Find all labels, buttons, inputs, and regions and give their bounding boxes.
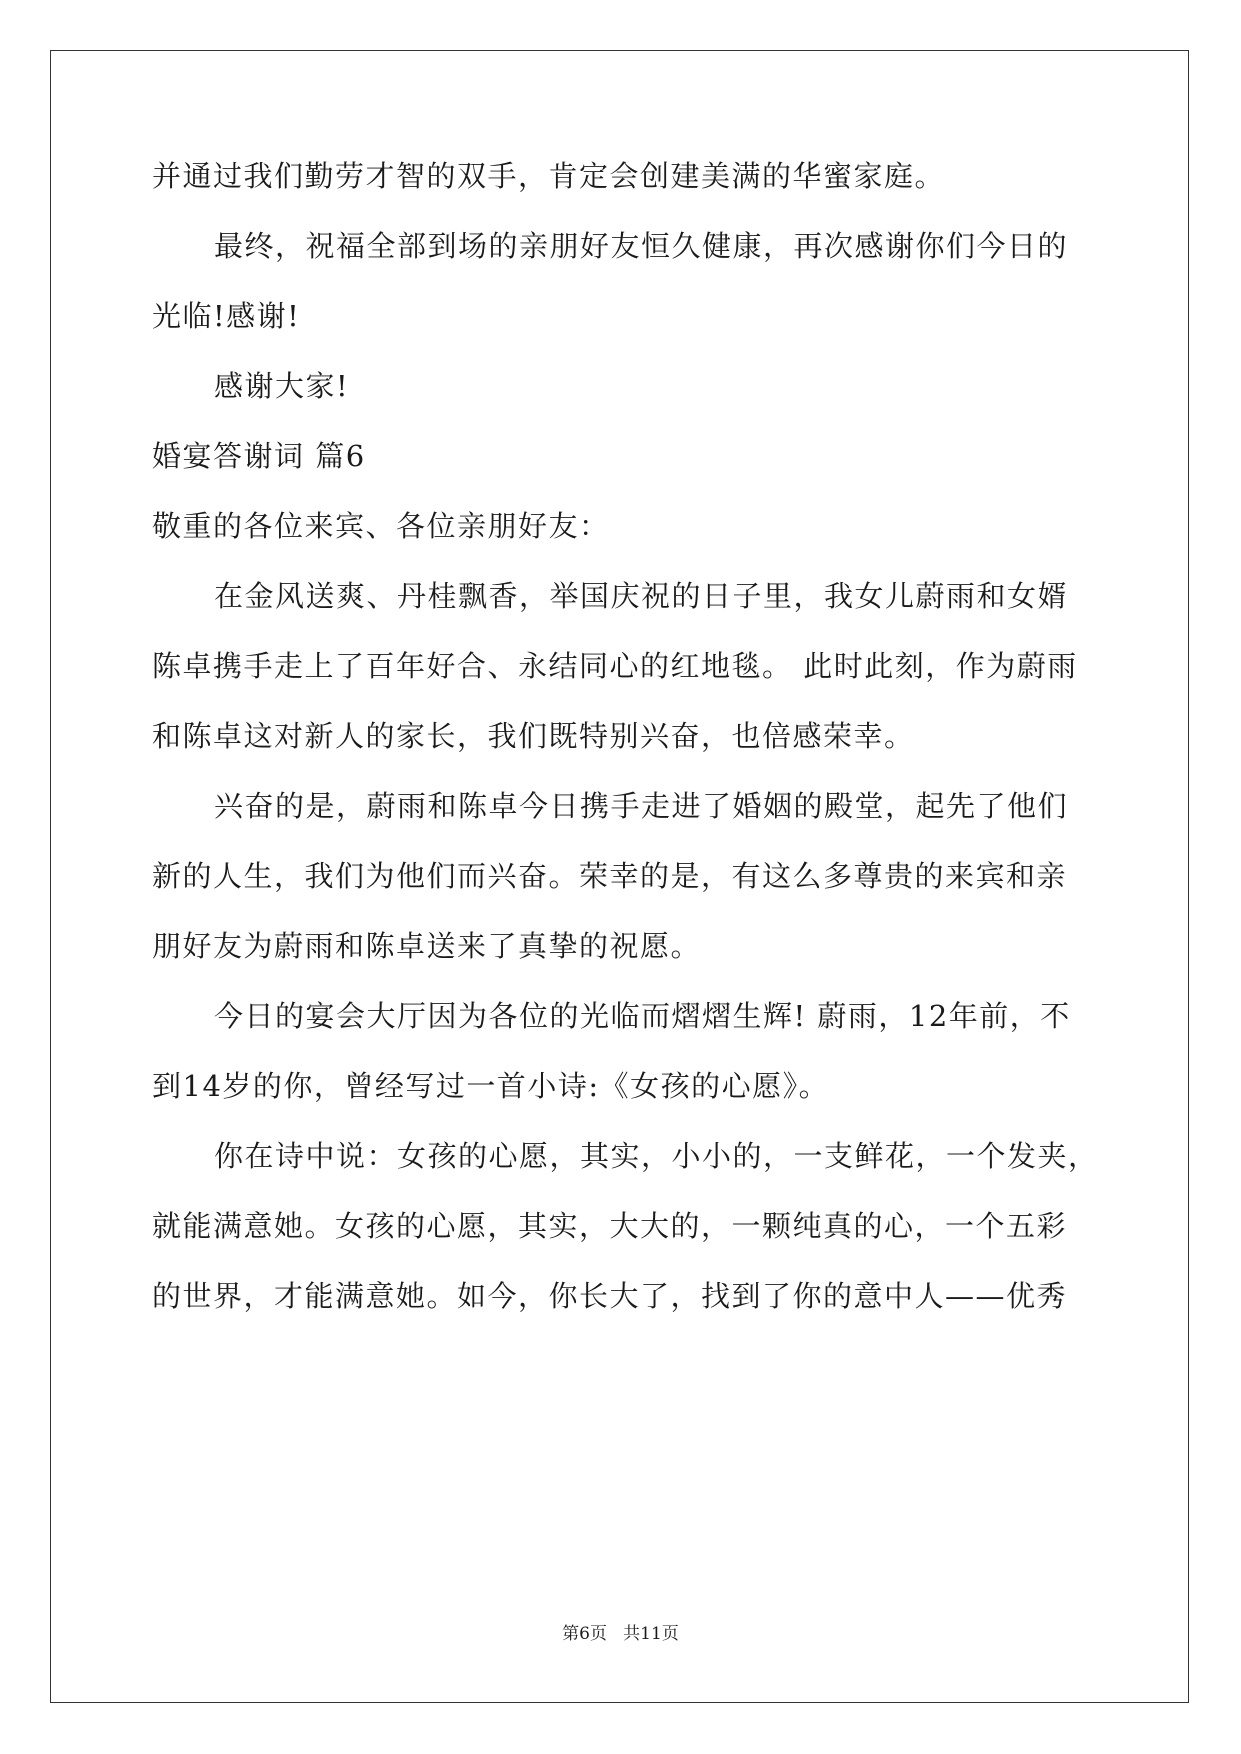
text-line: 和陈卓这对新人的家长，我们既特别兴奋，也倍感荣幸。 — [152, 719, 915, 753]
text-line: 陈卓携手走上了百年好合、永结同心的红地毯。 此时此刻，作为蔚雨 — [152, 649, 1078, 683]
text-line: 朋好友为蔚雨和陈卓送来了真挚的祝愿。 — [152, 929, 702, 963]
text-line: 光临!感谢! — [152, 299, 301, 333]
salutation: 敬重的各位来宾、各位亲朋好友： — [152, 509, 610, 543]
text-line: 你在诗中说：女孩的心愿，其实，小小的，一支鲜花，一个发夹， — [214, 1139, 1099, 1173]
section-heading: 婚宴答谢词 篇6 — [152, 439, 366, 473]
page-number-footer: 第6页 共11页 — [562, 1624, 679, 1644]
text-line: 感谢大家! — [214, 369, 350, 403]
text-line: 今日的宴会大厅因为各位的光临而熠熠生辉! 蔚雨，12年前，不 — [214, 999, 1071, 1033]
text-line: 新的人生，我们为他们而兴奋。荣幸的是，有这么多尊贵的来宾和亲 — [152, 859, 1068, 893]
text-line: 在金风送爽、丹桂飘香，举国庆祝的日子里，我女儿蔚雨和女婿 — [214, 579, 1069, 613]
text-line: 并通过我们勤劳才智的双手，肯定会创建美满的华蜜家庭。 — [152, 159, 946, 193]
text-line: 的世界，才能满意她。如今，你长大了，找到了你的意中人——优秀 — [152, 1279, 1068, 1313]
text-line: 就能满意她。女孩的心愿，其实，大大的，一颗纯真的心，一个五彩 — [152, 1209, 1068, 1243]
text-line: 到14岁的你，曾经写过一首小诗:《女孩的心愿》。 — [152, 1069, 830, 1103]
text-line: 最终，祝福全部到场的亲朋好友恒久健康，再次感谢你们今日的 — [214, 229, 1069, 263]
text-line: 兴奋的是，蔚雨和陈卓今日携手走进了婚姻的殿堂，起先了他们 — [214, 789, 1069, 823]
